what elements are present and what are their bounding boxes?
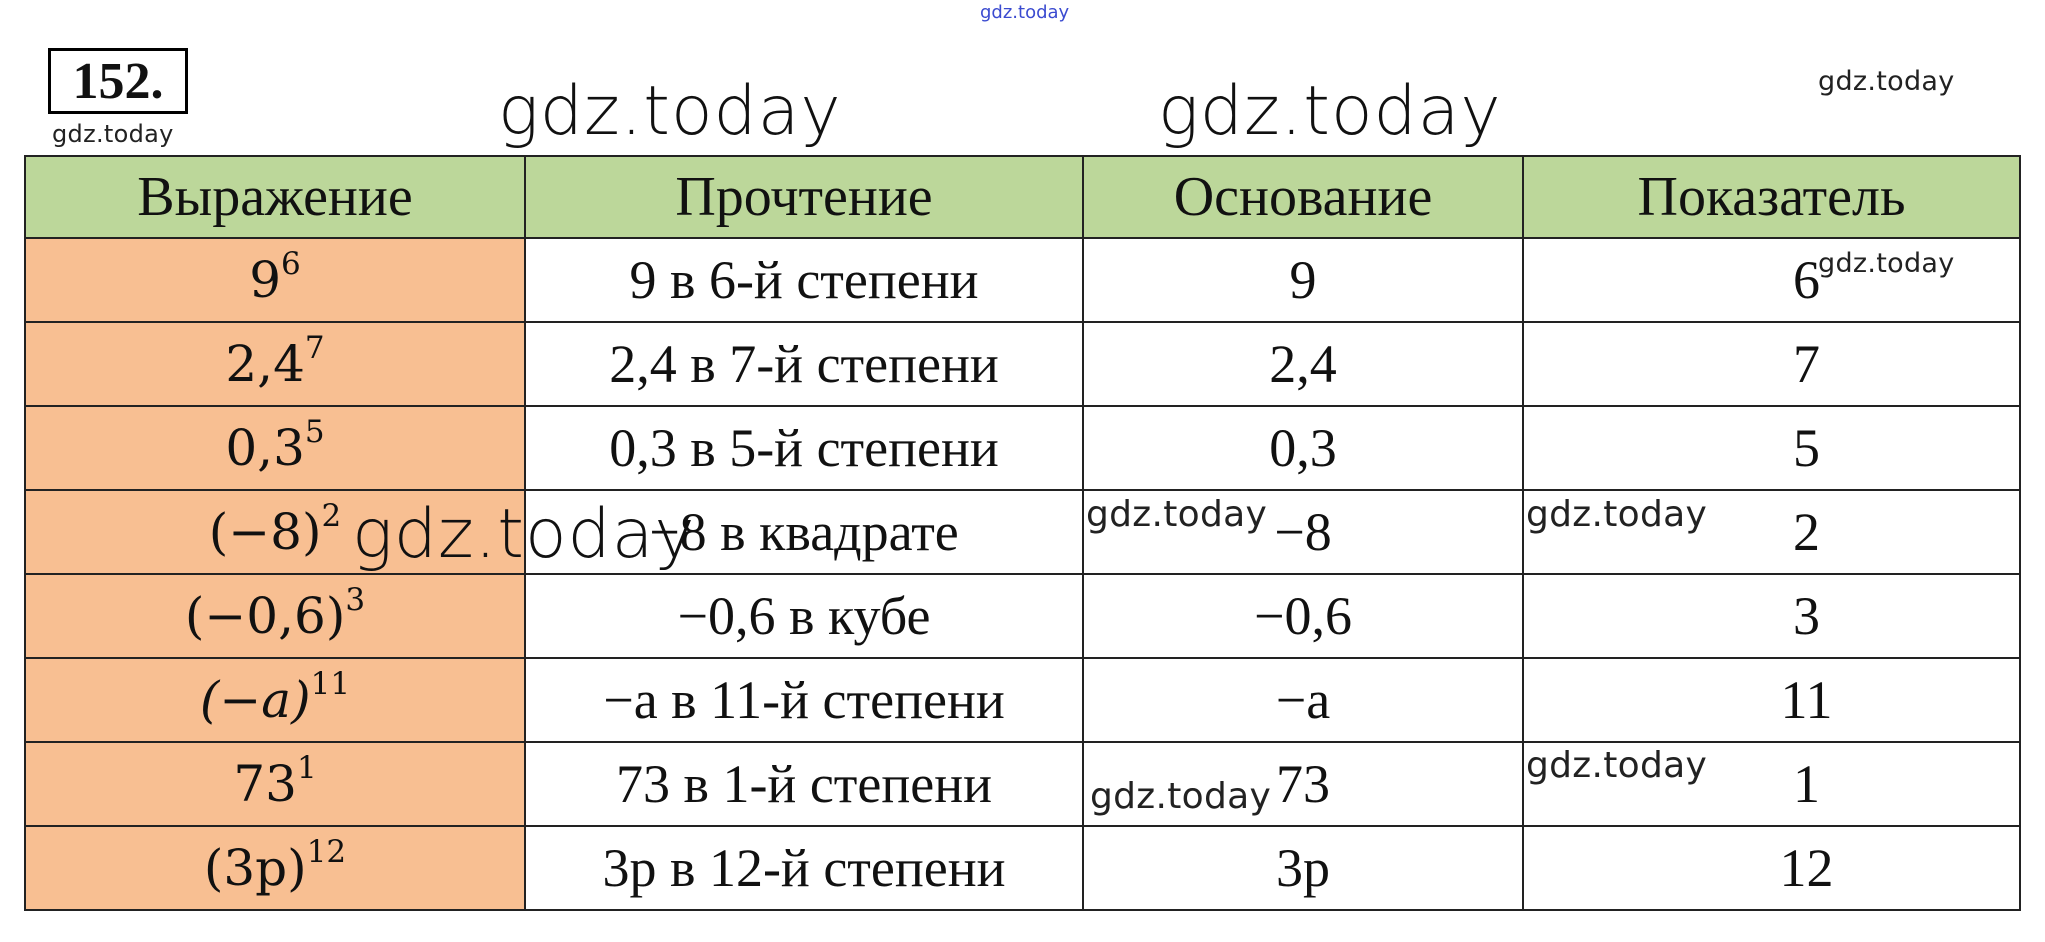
reading-cell: 73 в 1-й степени [525, 742, 1083, 826]
reading-cell: −8 в квадрате [525, 490, 1083, 574]
header-reading: Прочтение [525, 156, 1083, 238]
table-row [25, 322, 2020, 406]
table-row [25, 406, 2020, 490]
watermark-row1: gdz.today [1818, 248, 1955, 279]
header-exponent: Показатель [1523, 156, 2020, 238]
base-cell: −8 [1083, 490, 1523, 574]
reading-cell: −a в 11-й степени [525, 658, 1083, 742]
powers-table [24, 155, 2021, 911]
reading-cell: 2,4 в 7-й степени [525, 322, 1083, 406]
table-row [25, 238, 2020, 322]
expression-cell: $(-0,6)^3$ [25, 574, 525, 658]
watermark-row4-a: gdz.today [1086, 494, 1268, 535]
reading-cell: 0,3 в 5-й степени [525, 406, 1083, 490]
base-cell: 3p [1083, 826, 1523, 910]
exponent-cell: 2 [1523, 490, 2020, 574]
exponent-cell: 11 [1523, 658, 2020, 742]
expression-cell: $(-8)^2$ [25, 490, 525, 574]
watermark-left: gdz.today [52, 120, 174, 148]
watermark-top-right: gdz.today [1818, 66, 1955, 97]
base-cell: −0,6 [1083, 574, 1523, 658]
expression-cell: $(3p)^{12}$ [25, 826, 525, 910]
base-cell: −a [1083, 658, 1523, 742]
expression-cell: $73^1$ [25, 742, 525, 826]
watermark-row4-b: gdz.today [1526, 494, 1708, 535]
table-row [25, 574, 2020, 658]
exponent-cell: 3 [1523, 574, 2020, 658]
table-row [25, 742, 2020, 826]
watermark-top: gdz.today [980, 2, 1070, 23]
problem-number: 152. [48, 48, 188, 114]
base-cell: 9 [1083, 238, 1523, 322]
header-base: Основание [1083, 156, 1523, 238]
reading-cell: 9 в 6-й степени [525, 238, 1083, 322]
expression-cell: $9^6$ [25, 238, 525, 322]
reading-cell: −0,6 в кубе [525, 574, 1083, 658]
expression-cell: $(-a)^{11}$ [25, 658, 525, 742]
base-cell: 2,4 [1083, 322, 1523, 406]
base-cell: 0,3 [1083, 406, 1523, 490]
table-row [25, 826, 2020, 910]
watermark-big-3: gdz.today [352, 495, 696, 574]
exponent-cell: 12 [1523, 826, 2020, 910]
watermark-big-1: gdz.today [498, 72, 842, 151]
table-header-row [25, 156, 2020, 238]
exponent-cell: 5 [1523, 406, 2020, 490]
exponent-cell: 7 [1523, 322, 2020, 406]
exponent-cell: 6 [1523, 238, 2020, 322]
reading-cell: 3p в 12-й степени [525, 826, 1083, 910]
table-row [25, 490, 2020, 574]
watermark-row7-a: gdz.today [1526, 745, 1708, 786]
base-cell: 73 [1083, 742, 1523, 826]
table-row [25, 658, 2020, 742]
expression-cell: $0,3^5$ [25, 406, 525, 490]
exponent-cell: 1 [1523, 742, 2020, 826]
watermark-big-2: gdz.today [1158, 72, 1502, 151]
expression-cell: $2,4^7$ [25, 322, 525, 406]
watermark-row7-b: gdz.today [1090, 776, 1272, 817]
header-expression: Выражение [25, 156, 525, 238]
